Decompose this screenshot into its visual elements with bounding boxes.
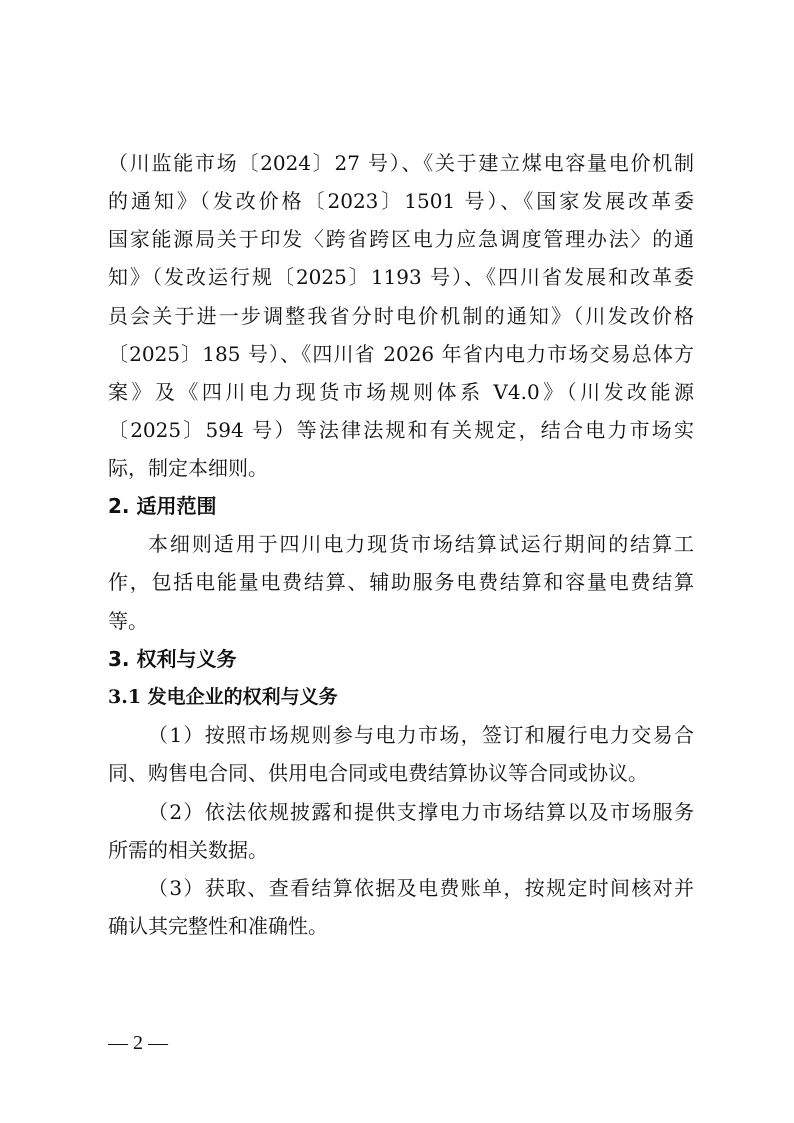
text-line: 〔2025〕185 号）、《四川省 2026 年省内电力市场交易总体方 <box>108 342 694 366</box>
text-line: 所需的相关数据。 <box>108 838 268 862</box>
section-heading: 2. 适用范围 <box>108 494 217 518</box>
text-line: （3）获取、查看结算依据及电费账单，按规定时间核对并 <box>148 876 694 900</box>
text-line: 知》（发改运行规〔2025〕1193 号）、《四川省发展和改革委 <box>108 265 694 289</box>
text-line: （川监能市场〔2024〕27 号）、《关于建立煤电容量电价机制 <box>108 151 694 175</box>
text-line: （2）依法依规披露和提供支撑电力市场结算以及市场服务 <box>148 800 694 824</box>
text-line: 同、购售电合同、供用电合同或电费结算协议等合同或协议。 <box>108 761 648 785</box>
text-line: 国家能源局关于印发〈跨省跨区电力应急调度管理办法〉的通 <box>108 227 694 251</box>
subsection-heading: 3.1 发电企业的权利与义务 <box>108 686 338 708</box>
text-line: （1）按照市场规则参与电力市场，签订和履行电力交易合 <box>148 723 694 747</box>
text-line: 确认其完整性和准确性。 <box>108 914 328 938</box>
text-line: 的通知》（发改价格〔2023〕1501 号）、《国家发展改革委 <box>108 189 694 213</box>
page-number: — 2 — <box>108 1032 168 1054</box>
text-line: 本细则适用于四川电力现货市场结算试运行期间的结算工 <box>148 532 694 556</box>
text-line: 等。 <box>108 609 148 633</box>
text-line: 〔2025〕594 号）等法律法规和有关规定，结合电力市场实 <box>108 418 694 442</box>
text-line: 员会关于进一步调整我省分时电价机制的通知》（川发改价格 <box>108 304 694 328</box>
text-line: 案》及《四川电力现货市场规则体系 V4.0》（川发改能源 <box>108 380 694 404</box>
text-line: 际，制定本细则。 <box>108 456 268 480</box>
section-heading: 3. 权利与义务 <box>108 647 237 671</box>
text-line: 作，包括电能量电费结算、辅助服务电费结算和容量电费结算 <box>108 570 694 594</box>
